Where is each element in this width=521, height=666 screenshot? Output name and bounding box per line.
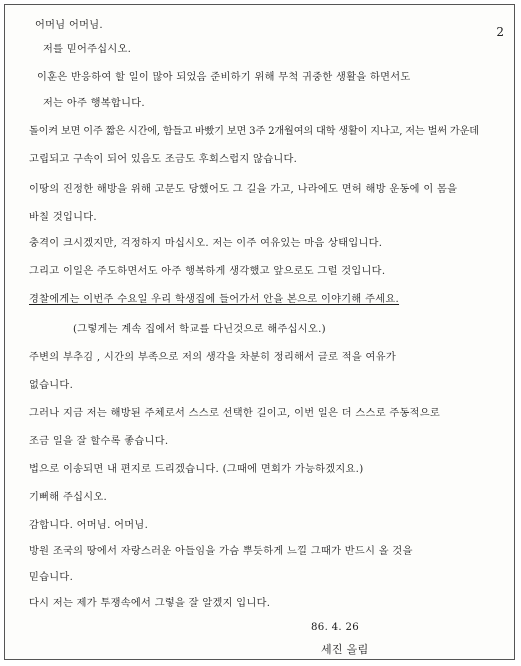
- letter-line: 이땅의 진정한 해방을 위해 고문도 당했어도 그 길을 가고, 나라에도 면허 해방 운동에 이 몸을: [29, 184, 458, 195]
- letter-line: 믿습니다.: [29, 572, 74, 583]
- letter-line: 이훈은 반응하여 할 일이 많아 되었음 준비하기 위해 무척 귀중한 생활을 하면서도: [37, 72, 411, 83]
- letter-line: 그러나 지금 저는 해방된 주체로서 스스로 선택한 길이고, 이번 일은 더 스스로 주동적으로: [29, 408, 441, 419]
- letter-line: 주변의 부추김 , 시간의 부족으로 저의 생각을 차분히 정리해서 글로 적을 여유가: [29, 352, 396, 363]
- letter-line: 고립되고 구속이 되어 있음도 조금도 후회스럽지 않습니다.: [29, 154, 298, 165]
- letter-page: [4, 4, 515, 660]
- letter-line: 저는 아주 행복합니다.: [43, 98, 145, 109]
- letter-line: 법으로 이송되면 내 편지로 드리겠습니다. (그때에 면회가 가능하겠지요.): [29, 464, 364, 475]
- letter-line: 돌이켜 보면 이주 짧은 시간에, 함들고 바빴기 보면 3주 2개월여의 대학 생활이 지나고, 저는 벌써 가운데: [29, 126, 479, 137]
- letter-line: 그리고 이일은 주도하면서도 아주 행복하게 생각했고 앞으로도 그럴 것입니다.: [29, 266, 386, 277]
- letter-line: 방원 조국의 땅에서 자랑스러운 아들임을 가슴 뿌듯하게 느낄 그때가 반드시 올 것을: [29, 546, 413, 557]
- letter-line: 기뻐해 주십시오.: [29, 492, 108, 503]
- letter-line: 충격이 크시겠지만, 걱정하지 마십시오. 저는 이주 여유있는 마음 상태입니다.: [29, 238, 383, 249]
- letter-line: (그렇게는 계속 집에서 학교를 다닌것으로 해주십시오.): [73, 324, 326, 335]
- letter-line: 조금 일을 잘 할수록 좋습니다.: [29, 436, 169, 447]
- letter-body: [5, 5, 514, 659]
- letter-line: 없습니다.: [29, 380, 74, 391]
- letter-line: 바칠 것입니다.: [29, 212, 97, 223]
- letter-line: 감합니다. 어머님. 어머님.: [29, 520, 149, 531]
- letter-date: 86. 4. 26: [311, 622, 360, 633]
- letter-line: 경찰에게는 이번주 수요일 우리 학생집에 들어가서 안을 본으로 이야기해 주세요.: [29, 294, 400, 305]
- letter-line: 다시 저는 제가 투쟁속에서 그렇을 잘 알겠지 입니다.: [29, 598, 271, 609]
- signature: 세진 올림: [321, 643, 369, 656]
- letter-line: 어머님 어머님.: [35, 20, 103, 31]
- page-number: 2: [496, 25, 504, 39]
- letter-line: 저를 믿어주십시오.: [43, 44, 132, 55]
